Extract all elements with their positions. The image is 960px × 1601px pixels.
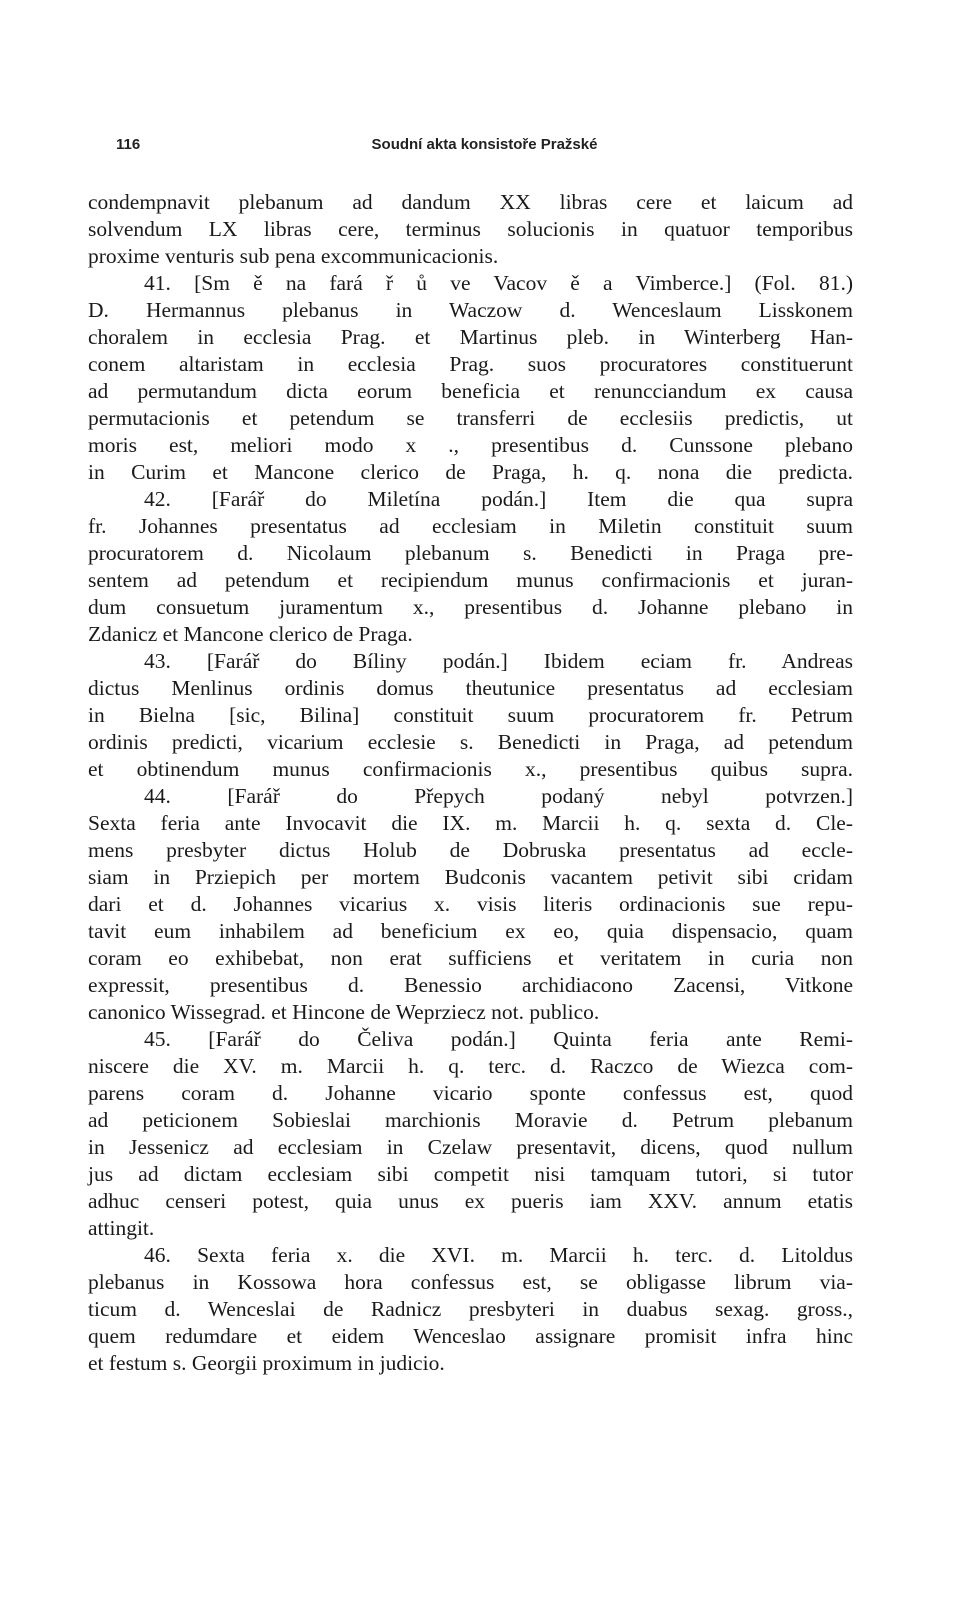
text-line: solvendum LX libras cere, terminus solucionis in quatuor temporibus: [88, 217, 853, 241]
text-line: plebanus in Kossowa hora confessus est, se obligasse librum via-: [88, 1270, 853, 1294]
text-line: Zdanicz et Mancone clerico de Praga.: [88, 622, 413, 646]
text-line: niscere die XV. m. Marcii h. q. terc. d. Raczco de Wiezca com-: [88, 1054, 853, 1078]
text-line: ad permutandum dicta eorum beneficia et renuncciandum ex causa: [88, 379, 853, 403]
running-title: Soudní akta konsistoře Pražské: [371, 136, 598, 153]
text-line: fr. Johannes presentatus ad ecclesiam in Miletin constituit suum: [88, 514, 853, 538]
text-line: quem redumdare et eidem Wenceslao assignare promisit infra hinc: [88, 1324, 853, 1348]
text-line: in Curim et Mancone clerico de Praga, h. q. nona die predicta.: [88, 460, 853, 484]
text-line: 41. [Sm ě na fará ř ů ve Vacov ě a Vimberce.] (Fol. 81.): [144, 271, 853, 295]
running-head: [116, 136, 853, 158]
text-line: in Bielna [sic, Bilina] constituit suum procuratorem fr. Petrum: [88, 703, 853, 727]
text-line: attingit.: [88, 1216, 155, 1240]
text-line: jus ad dictam ecclesiam sibi competit nisi tamquam tutori, si tutor: [88, 1162, 853, 1186]
text-line: dari et d. Johannes vicarius x. visis literis ordinacionis sue repu-: [88, 892, 853, 916]
text-line: 44. [Farář do Přepych podaný nebyl potvrzen.]: [144, 784, 853, 808]
text-line: 43. [Farář do Bíliny podán.] Ibidem eciam fr. Andreas: [144, 649, 853, 673]
text-line: conem altaristam in ecclesia Prag. suos procuratores constituerunt: [88, 352, 853, 376]
text-line: in Jessenicz ad ecclesiam in Czelaw presentavit, dicens, quod nullum: [88, 1135, 853, 1159]
page-number: 116: [116, 136, 141, 153]
text-line: canonico Wissegrad. et Hincone de Weprziecz not. publico.: [88, 1000, 600, 1024]
text-line: ticum d. Wenceslai de Radnicz presbyteri in duabus sexag. gross.,: [88, 1297, 853, 1321]
text-line: 42. [Farář do Miletína podán.] Item die qua supra: [144, 487, 853, 511]
text-line: coram eo exhibebat, non erat sufficiens et veritatem in curia non: [88, 946, 853, 970]
text-line: mens presbyter dictus Holub de Dobruska presentatus ad eccle-: [88, 838, 853, 862]
text-line: siam in Prziepich per mortem Budconis vacantem petivit sibi cridam: [88, 865, 853, 889]
text-line: procuratorem d. Nicolaum plebanum s. Benedicti in Praga pre-: [88, 541, 853, 565]
text-line: adhuc censeri potest, quia unus ex pueris iam XXV. annum etatis: [88, 1189, 853, 1213]
text-line: et obtinendum munus confirmacionis x., presentibus quibus supra.: [88, 757, 853, 781]
text-line: proxime venturis sub pena excommunicacionis.: [88, 244, 499, 268]
body-text: [88, 189, 853, 1377]
text-line: Sexta feria ante Invocavit die IX. m. Marcii h. q. sexta d. Cle-: [88, 811, 853, 835]
text-line: ad peticionem Sobieslai marchionis Moravie d. Petrum plebanum: [88, 1108, 853, 1132]
text-line: condempnavit plebanum ad dandum XX libras cere et laicum ad: [88, 190, 853, 214]
text-line: choralem in ecclesia Prag. et Martinus pleb. in Winterberg Han-: [88, 325, 853, 349]
text-line: expressit, presentibus d. Benessio archidiacono Zacensi, Vitkone: [88, 973, 853, 997]
text-line: ordinis predicti, vicarium ecclesie s. Benedicti in Praga, ad petendum: [88, 730, 853, 754]
text-line: 46. Sexta feria x. die XVI. m. Marcii h. terc. d. Litoldus: [144, 1243, 853, 1267]
text-line: sentem ad petendum et recipiendum munus confirmacionis et juran-: [88, 568, 853, 592]
text-line: et festum s. Georgii proximum in judicio.: [88, 1351, 445, 1375]
text-line: 45. [Farář do Čeliva podán.] Quinta feria ante Remi-: [144, 1027, 853, 1051]
text-line: dictus Menlinus ordinis domus theutunice presentatus ad ecclesiam: [88, 676, 853, 700]
text-line: dum consuetum juramentum x., presentibus d. Johanne plebano in: [88, 595, 853, 619]
text-line: permutacionis et petendum se transferri de ecclesiis predictis, ut: [88, 406, 853, 430]
text-line: D. Hermannus plebanus in Waczow d. Wenceslaum Lisskonem: [88, 298, 853, 322]
text-line: moris est, meliori modo x ., presentibus d. Cunssone plebano: [88, 433, 853, 457]
text-line: parens coram d. Johanne vicario sponte confessus est, quod: [88, 1081, 853, 1105]
text-line: tavit eum inhabilem ad beneficium ex eo, quia dispensacio, quam: [88, 919, 853, 943]
